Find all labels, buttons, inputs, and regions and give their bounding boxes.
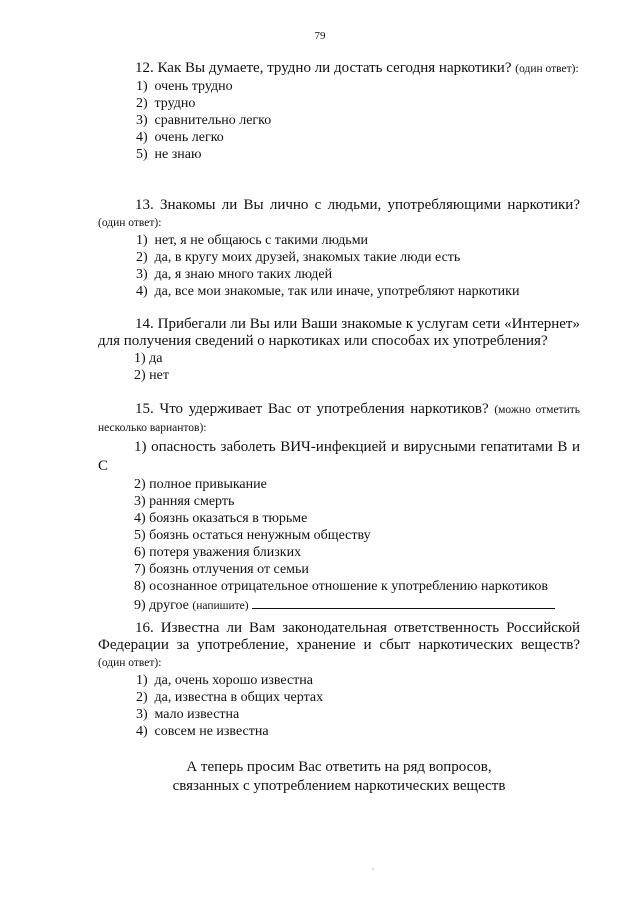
answer-list <box>98 78 580 163</box>
answer-option[interactable]: 3) да, я знаю много таких людей <box>136 267 333 282</box>
answer-option[interactable]: 5) не знаю <box>136 147 202 162</box>
answer-list <box>98 438 580 615</box>
closing-line-1: А теперь просим Вас ответить на ряд вопросов, <box>186 759 492 775</box>
answer-list <box>98 350 580 384</box>
answer-option[interactable]: 2) полное привыкание <box>134 477 267 492</box>
question-note: (один ответ): <box>515 63 579 75</box>
answer-option[interactable]: 4) боязнь оказаться в тюрьме <box>134 511 308 526</box>
answer-option[interactable]: 2) нет <box>134 368 169 383</box>
question-16 <box>98 620 580 740</box>
answer-option[interactable]: 2) да, в кругу моих друзей, знакомых такие люди есть <box>136 250 461 265</box>
answer-option[interactable]: 3) мало известна <box>136 707 240 722</box>
answer-option[interactable]: 1) да, очень хорошо известна <box>136 673 314 688</box>
closing-text <box>98 758 580 796</box>
answer-option[interactable]: 5) боязнь остаться ненужным обществу <box>134 528 371 543</box>
question-text: 14. Прибегали ли Вы или Ваши знакомые к услугам сети «Интернет» для получения сведений о наркотиках или способах их употребления? <box>98 316 580 349</box>
option-note: (напишите) <box>192 600 249 612</box>
answer-option[interactable]: 7) боязнь отлучения от семьи <box>134 562 309 577</box>
question-text: 13. Знакомы ли Вы лично с людьми, употребляющими наркотики? (один ответ): <box>98 197 580 229</box>
closing-line-2: связанных с употреблением наркотических веществ <box>172 778 506 794</box>
answer-option[interactable]: 4) очень легко <box>136 130 224 145</box>
answer-option[interactable]: 6) потеря уважения близких <box>134 545 302 560</box>
question-12 <box>98 60 580 163</box>
answer-option[interactable]: 8) осознанное отрицательное отношение к употреблению наркотиков <box>134 579 548 594</box>
answer-option[interactable]: 1) да <box>134 351 163 366</box>
answer-option[interactable]: 3) сравнительно легко <box>136 113 272 128</box>
scan-speck <box>372 868 374 870</box>
answer-option[interactable]: 3) ранняя смерть <box>134 494 235 509</box>
question-15 <box>98 401 580 615</box>
answer-option[interactable]: 1) опасность заболеть ВИЧ-инфекцией и вирусными гепатитами В и С <box>98 439 581 474</box>
answer-option[interactable]: 1) нет, я не общаюсь с такими людьми <box>136 233 369 248</box>
answer-option[interactable]: 9) другое (напишите) <box>134 595 580 615</box>
answer-option[interactable]: 4) совсем не известна <box>136 724 269 739</box>
answer-option[interactable]: 4) да, все мои знакомые, так или иначе, употребляют наркотики <box>136 284 520 299</box>
page-number: 79 <box>314 30 326 42</box>
answer-option[interactable]: 1) очень трудно <box>136 79 233 94</box>
question-note: (можно отметить несколько вариантов): <box>98 404 581 434</box>
question-text: 16. Известна ли Вам законодательная ответственность Российской Федерации за употребление, хранение и сбыт наркотических веществ? (один ответ): <box>98 620 580 669</box>
question-text: 12. Как Вы думаете, трудно ли достать сегодня наркотики? (один ответ): <box>135 60 579 76</box>
question-note: (один ответ): <box>98 217 162 229</box>
question-note: (один ответ): <box>98 657 162 669</box>
write-in-line[interactable] <box>252 595 555 609</box>
question-text: 15. Что удерживает Вас от употребления наркотиков? (можно отметить несколько вариантов): <box>98 401 581 434</box>
question-14 <box>98 316 580 384</box>
answer-option[interactable]: 2) да, известна в общих чертах <box>136 690 324 705</box>
question-13 <box>98 197 580 300</box>
answer-option[interactable]: 2) трудно <box>136 96 196 111</box>
answer-list <box>98 672 580 740</box>
answer-list <box>98 232 580 300</box>
